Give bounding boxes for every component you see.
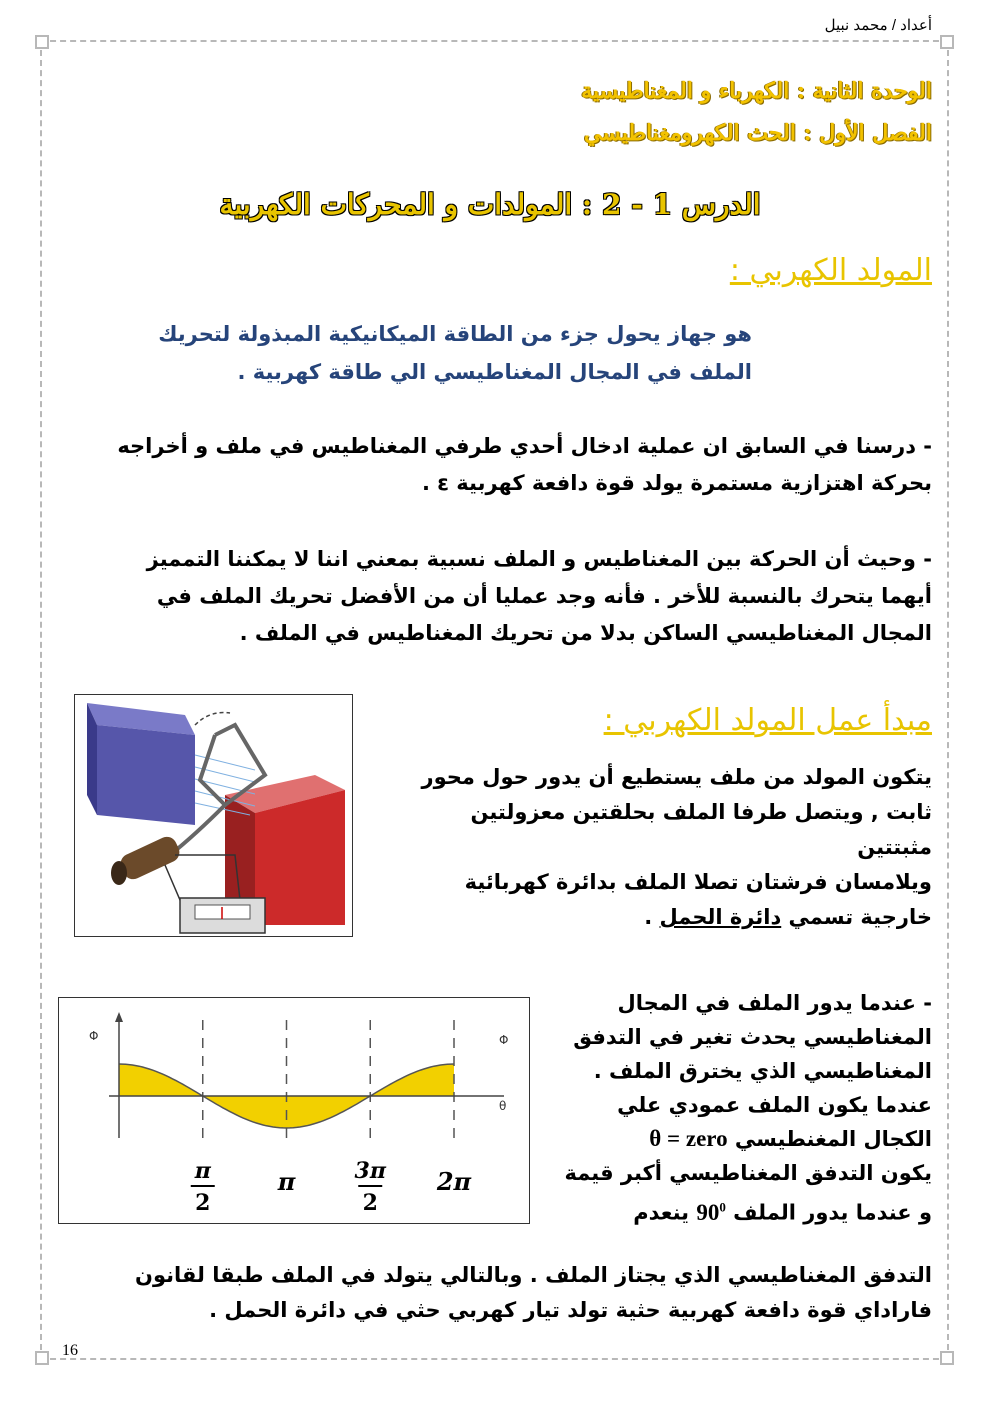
- page-number: 16: [62, 1342, 78, 1359]
- paragraph-line: المغناطيسي الذي يخترق الملف .: [593, 1059, 932, 1083]
- frame-corner: [940, 1351, 954, 1365]
- text-span: خارجية تسمي: [788, 905, 932, 929]
- paragraph-line: التدفق المغناطيسي الذي يجتاز الملف . وبالتالي يتولد في الملف طبقا لقانون: [135, 1263, 932, 1287]
- y-axis-label-right: Φ: [499, 1033, 509, 1047]
- y-axis-arrow: [115, 1012, 123, 1022]
- load-circuit-term: دائرة الحمل: [659, 905, 782, 929]
- paragraph-line: عندما يكون الملف عمودي علي: [617, 1093, 932, 1117]
- generator-heading: المولد الكهربي :: [729, 253, 932, 288]
- theta-zero: θ = zero: [649, 1126, 728, 1151]
- flux-chart-svg: [59, 998, 528, 1222]
- paragraph-line: فاراداي قوة دافعة كهربية حثية تولد تيار كهربي حثي في دائرة الحمل .: [209, 1298, 932, 1322]
- flux-chart: [58, 997, 530, 1224]
- paragraph-line: [412, 900, 932, 935]
- tick-label-numerator: π: [194, 1158, 211, 1184]
- definition-line: هو جهاز يحول جزء من الطاقة الميكانيكية المبذولة لتحريك: [158, 322, 752, 346]
- unit-title: الوحدة الثانية : الكهرباء و المغناطيسية: [581, 78, 932, 104]
- paragraph-line: بحركة اهتزازية مستمرة يولد قوة دافعة كهربية ε .: [421, 471, 932, 495]
- paragraph-line: ثابت , ويتصل طرفا الملف بحلقتين معزولتين مثبتتين: [470, 800, 932, 859]
- frame-corner: [35, 1351, 49, 1365]
- paragraph-line: - عندما يدور الملف في المجال: [617, 991, 932, 1015]
- degree-superscript: 0: [719, 1199, 726, 1214]
- generator-drawing: [75, 695, 351, 935]
- text-span: ينعدم: [633, 1200, 690, 1225]
- paragraph-line: أيهما يتحرك بالنسبة للأخر . فأنه وجد عمليا أن من الأفضل تحريك الملف في: [156, 584, 932, 608]
- generator-definition: [72, 315, 752, 391]
- tick-label-denominator: 2: [362, 1190, 378, 1216]
- paragraph-line: ويلامسان فرشتان تصلا الملف بدائرة كهربائية: [464, 870, 932, 894]
- principle-heading: مبدأ عمل المولد الكهربي :: [603, 703, 932, 738]
- paragraph-line: [537, 1190, 932, 1230]
- paragraph-line: - وحيث أن الحركة بين المغناطيس و الملف نسبية بمعني اننا لا يمكننا التمميز: [146, 547, 932, 571]
- paragraph-line: [537, 1122, 932, 1156]
- principle-paragraph: [412, 760, 932, 935]
- text-span: و عندما يدور الملف: [733, 1200, 932, 1225]
- rotation-paragraph: [537, 986, 932, 1230]
- text-span: .: [644, 905, 653, 929]
- tick-label-numerator: 3π: [354, 1158, 386, 1184]
- definition-line: الملف في المجال المغناطيسي الي طاقة كهربية .: [237, 360, 752, 384]
- paragraph-line: يتكون المولد من ملف يستطيع أن يدور حول محور: [421, 765, 932, 789]
- paragraph-line: - درسنا في السابق ان عملية ادخال أحدي طرفي المغناطيس في ملف و أخراجه: [117, 434, 932, 458]
- y-axis-label: Φ: [89, 1029, 99, 1043]
- lesson-title: الدرس 1 - 2 : المولدات و المحركات الكهربية: [219, 188, 761, 221]
- paragraph-line: المجال المغناطيسي الساكن بدلا من تحريك المغناطيس في الملف .: [239, 621, 932, 645]
- ninety-degrees: [696, 1200, 726, 1225]
- generator-illustration: [74, 694, 353, 937]
- ninety-value: 90: [696, 1199, 720, 1225]
- author-credit: أعداد / محمد نبيل: [824, 17, 932, 34]
- chapter-title: الفصل الأول : الحث الكهرومغناطيسي: [583, 120, 932, 146]
- text-span: الكجال المغنطيسي: [734, 1127, 932, 1151]
- paragraph-2: [52, 541, 932, 652]
- tick-label: π: [277, 1167, 296, 1196]
- x-axis-label: θ: [499, 1099, 507, 1113]
- frame-corner: [35, 35, 49, 49]
- rotation-continuation: [52, 1258, 932, 1328]
- tick-label: 2π: [436, 1167, 472, 1196]
- frame-corner: [940, 35, 954, 49]
- paragraph-1: [52, 428, 932, 502]
- paragraph-line: يكون التدفق المغناطيسي أكبر قيمة: [564, 1161, 932, 1185]
- paragraph-line: المغناطيسي يحدث تغير في التدفق: [573, 1025, 932, 1049]
- tick-label-denominator: 2: [195, 1190, 211, 1216]
